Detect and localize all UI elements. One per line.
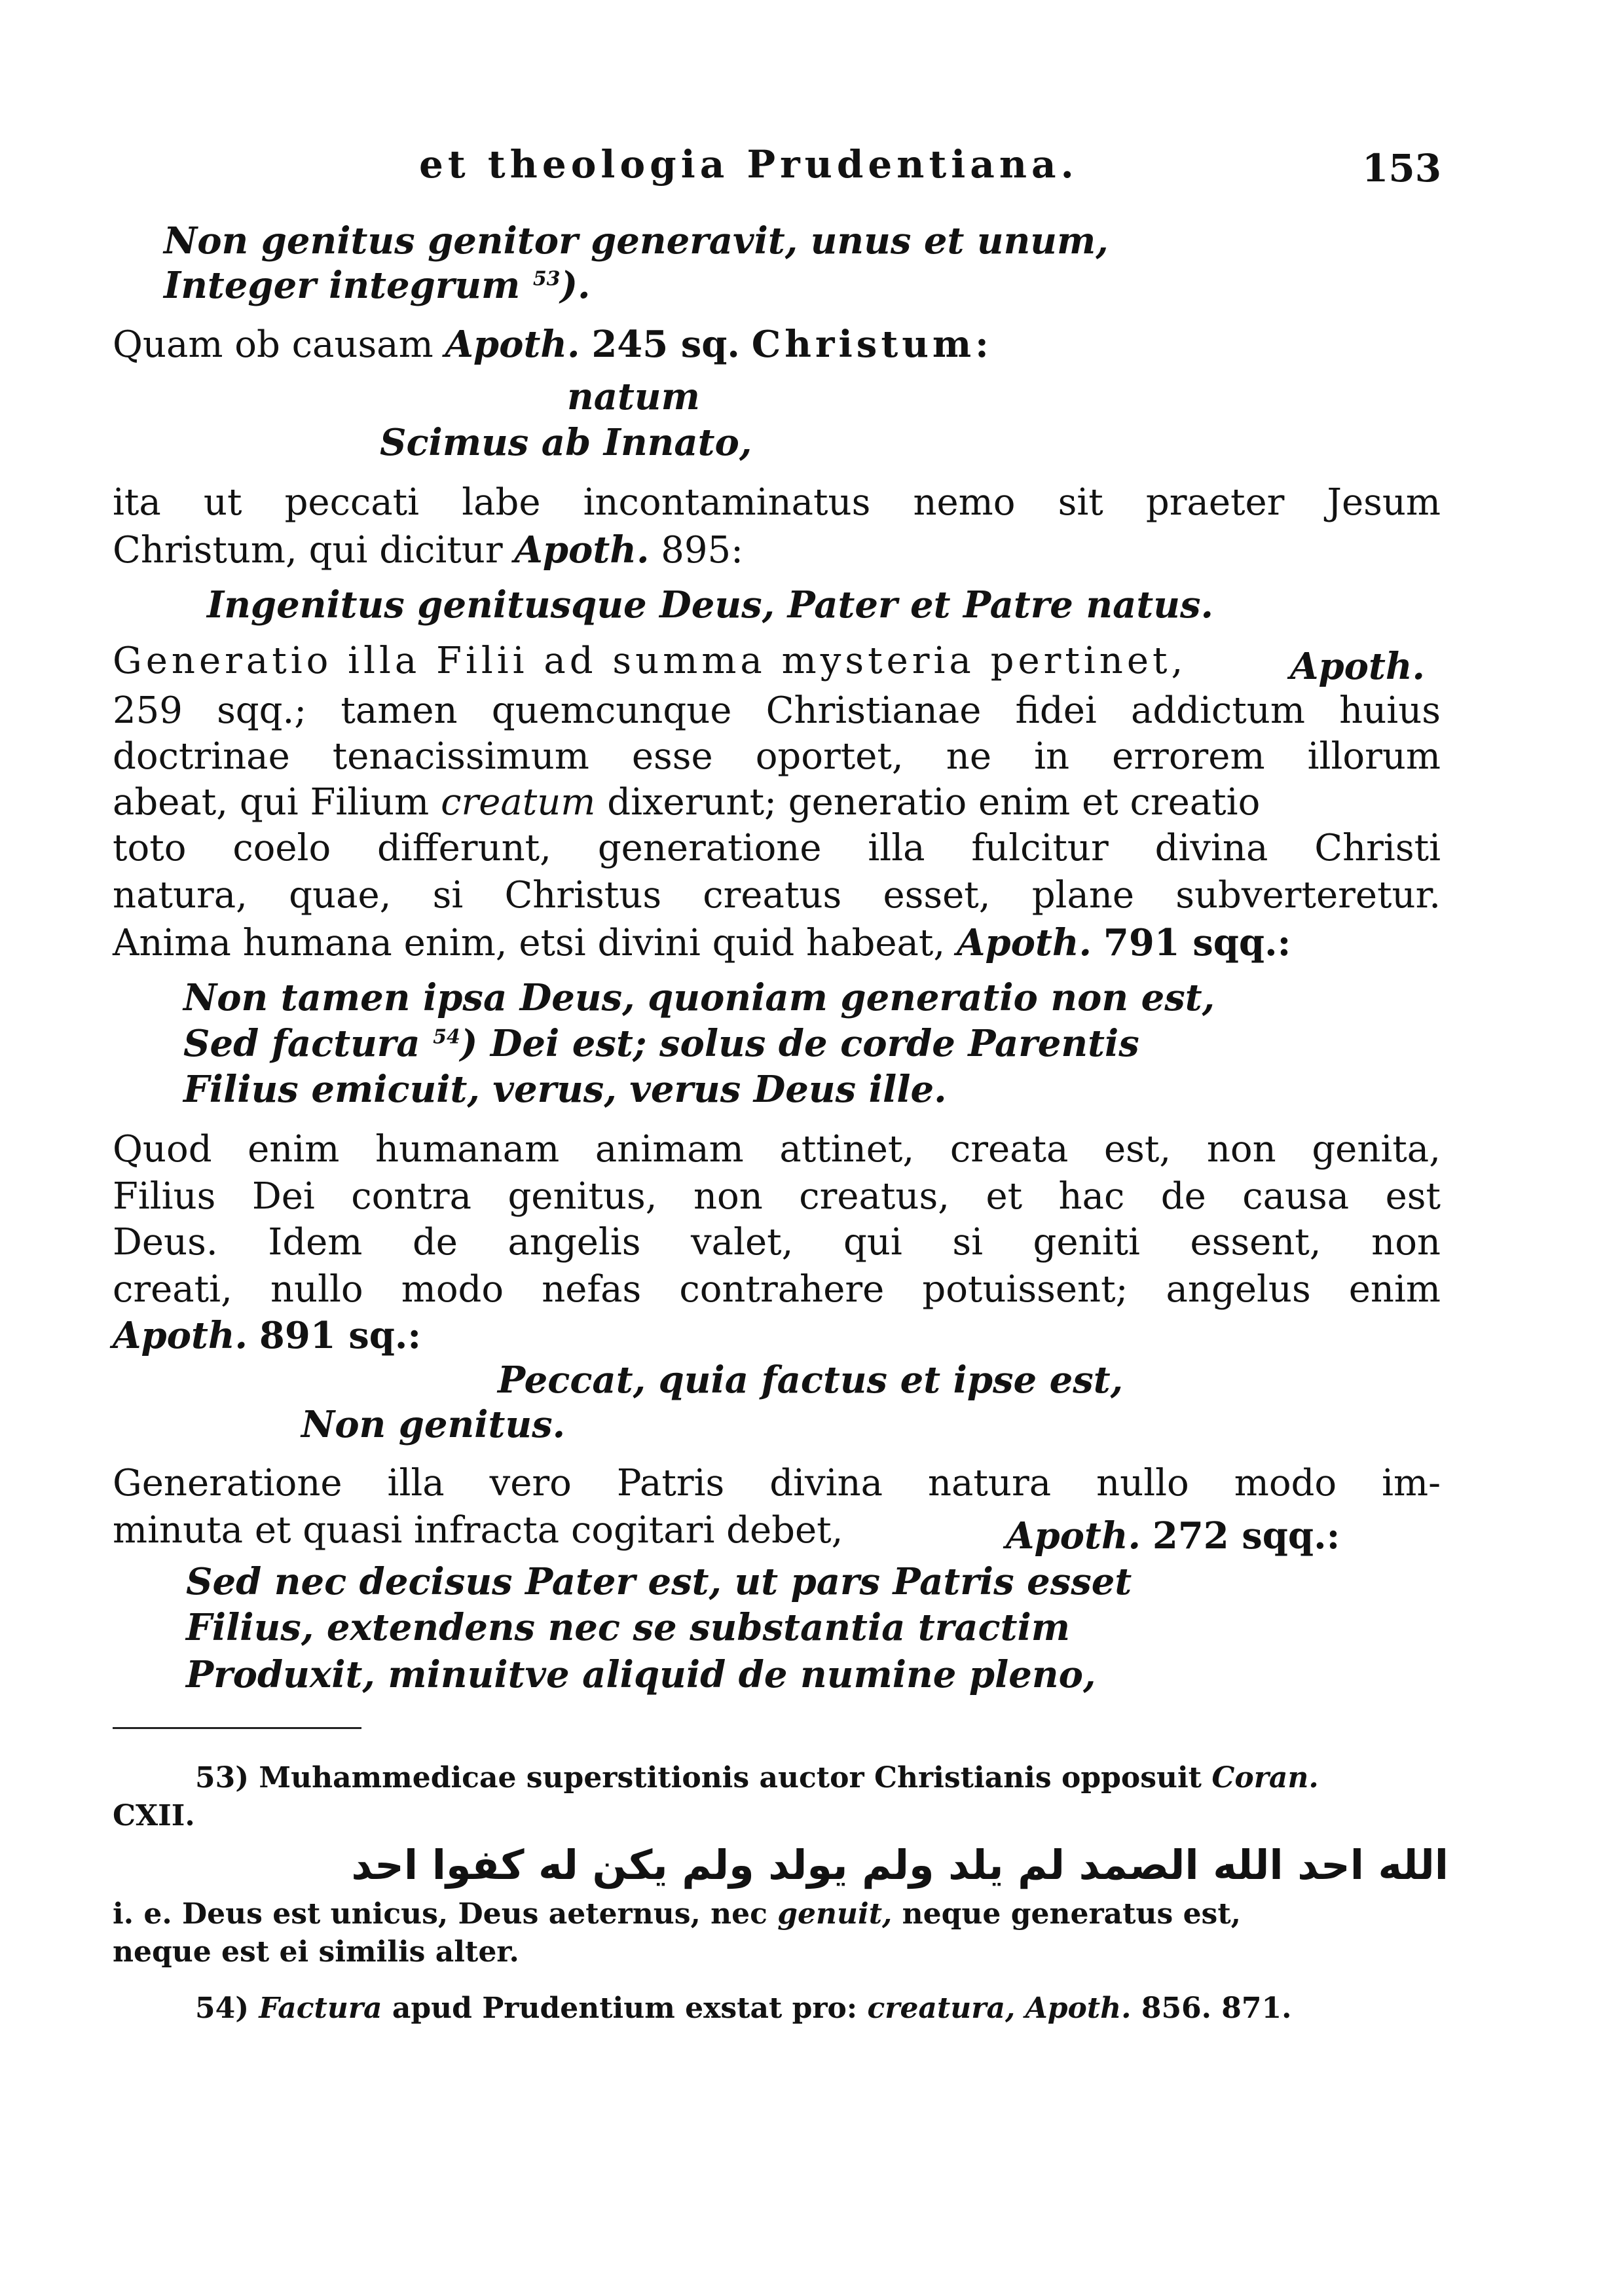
footnote-53-ref: CXII. — [113, 1799, 195, 1832]
footnote-ref-54[interactable]: 54 — [433, 1025, 460, 1049]
prose-line: Anima humana enim, etsi divini quid habeat, Apoth. 791 sqq.: — [113, 921, 1291, 964]
prose-line: Quam ob causam Apoth. 245 sq. Christum: — [113, 323, 993, 366]
footnote-54: 54) Factura apud Prudentium exstat pro: creatura, Apoth. 856. 871. — [195, 1992, 1292, 2025]
prose-line: ita ut peccati labe incontaminatus nemo sit praeter Jesum — [113, 481, 1441, 524]
page-number: 153 — [1362, 146, 1442, 191]
prose-line: 259 sqq.; tamen quemcunque Christianae fidei addictum huius — [113, 689, 1441, 732]
prose-line: Filius Dei contra genitus, non creatus, et hac de causa est — [113, 1175, 1441, 1218]
footnote-53: 53) Muhammedicae superstitionis auctor Christianis opposuit Coran. — [195, 1761, 1319, 1795]
running-head-title: et theologia Prudentiana. — [419, 142, 1079, 187]
prose-citation: Apoth. — [1290, 645, 1426, 688]
prose-line: toto coelo differunt, generatione illa fulcitur divina Christi — [113, 827, 1441, 869]
verse-line: Non tamen ipsa Deus, quoniam generatio non est, — [183, 976, 1215, 1019]
footnote-53-gloss: neque est ei similis alter. — [113, 1935, 519, 1969]
verse-line: Non genitus genitor generavit, unus et unum, — [164, 219, 1109, 263]
prose-line: Christum, qui dicitur Apoth. 895: — [113, 528, 744, 572]
verse-line: Produxit, minuitve aliquid de numine pleno, — [186, 1653, 1096, 1696]
footnote-53-gloss: i. e. Deus est unicus, Deus aeternus, nec genuit, neque generatus est, — [113, 1897, 1241, 1931]
prose-line: doctrinae tenacissimum esse oportet, ne in errorem illorum — [113, 735, 1441, 778]
verse-line: Sed factura $^{54}$) Dei est; solus de corde Parentis — [183, 1022, 1139, 1065]
verse-line: Non genitus. — [301, 1403, 566, 1446]
prose-line: minuta et quasi infracta cogitari debet, — [113, 1509, 843, 1552]
verse-line: Integer integrum $^{53}$). — [164, 264, 591, 307]
verse-line: Filius emicuit, verus, verus Deus ille. — [183, 1068, 947, 1111]
verse-line: Peccat, quia factus et ipse est, — [498, 1358, 1124, 1402]
prose-line: Generatione illa vero Patris divina natura nullo modo im- — [113, 1462, 1441, 1504]
footnote-divider — [113, 1727, 361, 1729]
prose-line: Quod enim humanam animam attinet, creata est, non genita, — [113, 1128, 1441, 1171]
arabic-quote: الله احد الله الصمد لم يلد ولم يولد ولم يكن له كفوا احد — [351, 1841, 1449, 1889]
footnote-ref-53[interactable]: 53 — [532, 267, 561, 291]
verse-line: Ingenitus genitusque Deus, Pater et Patre natus. — [207, 583, 1213, 627]
prose-line: Deus. Idem de angelis valet, qui si geniti essent, non — [113, 1221, 1441, 1264]
prose-citation: Apoth. 272 sqq.: — [1006, 1514, 1340, 1558]
verse-line: Sed nec decisus Pater est, ut pars Patris esset — [186, 1560, 1132, 1603]
verse-line: natum — [567, 375, 700, 418]
verse-line: Filius, extendens nec se substantia tractim — [186, 1606, 1071, 1649]
prose-line: creati, nullo modo nefas contrahere potuissent; angelus enim — [113, 1268, 1441, 1311]
prose-line: natura, quae, si Christus creatus esset, plane subverteretur. — [113, 874, 1441, 917]
prose-line: Apoth. 891 sq.: — [113, 1314, 422, 1357]
verse-line: Scimus ab Innato, — [380, 421, 752, 464]
prose-line: Generatio illa Filii ad summa mysteria pertinet, — [113, 640, 1187, 682]
prose-line: abeat, qui Filium creatum dixerunt; generatio enim et creatio — [113, 781, 1261, 824]
